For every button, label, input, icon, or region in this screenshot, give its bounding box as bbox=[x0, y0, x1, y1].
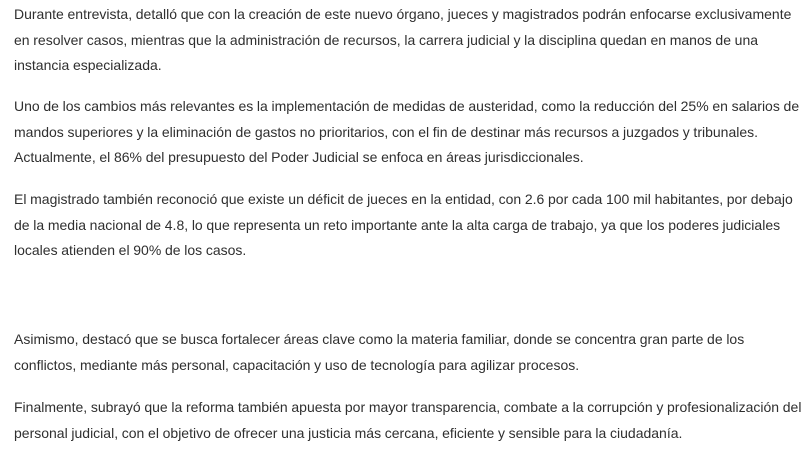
article-paragraph-4: Asimismo, destacó que se busca fortalecer áreas clave como la materia familiar, donde se concentra gran parte de los conflictos, mediante más personal, capacitación y uso de tecnología para agilizar procesos. bbox=[14, 331, 745, 373]
article-paragraph-3: El magistrado también reconoció que existe un déficit de jueces en la entidad, con 2.6 por cada 100 mil habitantes, por debajo de la media nacional de 4.8, lo que representa un reto importante ante la alta carga de trabajo, ya que los poderes judiciales locales atienden el 90% de los casos. bbox=[14, 191, 793, 258]
article-paragraph-1: Durante entrevista, detalló que con la creación de este nuevo órgano, jueces y magistrados podrán enfocarse exclusivamente en resolver casos, mientras que la administración de recursos, la carrera judicial y la disciplina quedan en manos de una instancia especializada. bbox=[14, 6, 792, 73]
article-paragraph-2: Uno de los cambios más relevantes es la implementación de medidas de austeridad, como la reducción del 25% en salarios de mandos superiores y la eliminación de gastos no prioritarios, con el fin de destinar más recursos a juzgados y tribunales. Actualmente, el 86% del presupuesto del Poder Judicial se enfoca en áreas jurisdiccionales. bbox=[14, 98, 800, 165]
article-paragraph-5: Finalmente, subrayó que la reforma también apuesta por mayor transparencia, combate a la corrupción y profesionalización del personal judicial, con el objetivo de ofrecer una justicia más cercana, eficiente y sensible para la ciudadanía. bbox=[14, 399, 802, 441]
